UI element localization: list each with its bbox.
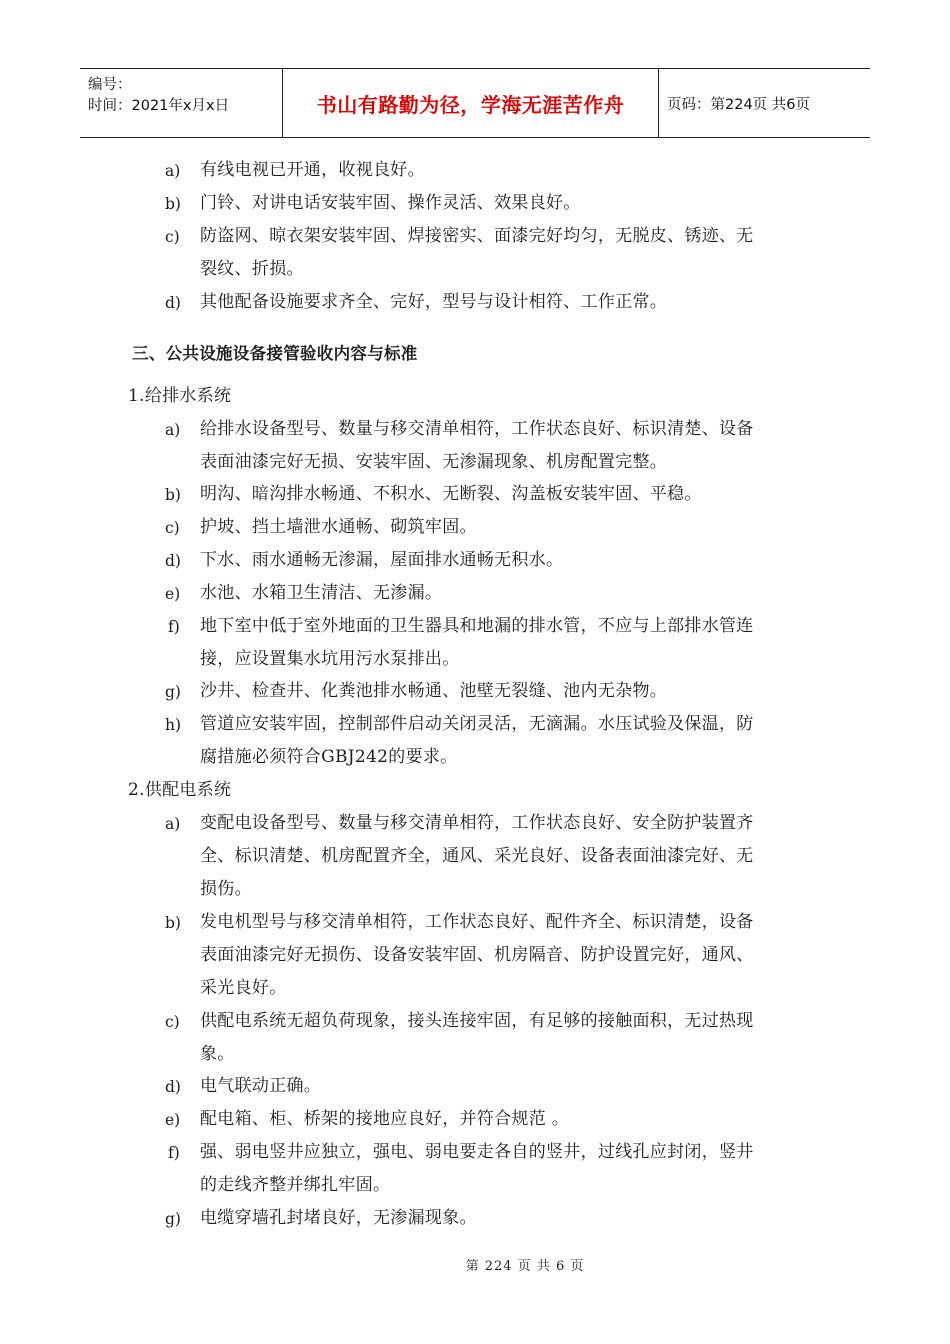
list-item-text: 损伤。 — [200, 879, 252, 899]
list-item-text: 防盗网、晾衣架安装牢固、焊接密实、面漆完好均匀，无脱皮、锈迹、无 — [200, 226, 754, 246]
list-marker: c) — [165, 519, 180, 537]
page-footer: 第 224 页 共 6 页 — [465, 1259, 585, 1274]
list-item-text: 电气联动正确。 — [200, 1076, 322, 1096]
list-marker: a) — [165, 162, 181, 180]
list-item-text: 的走线齐整并绑扎牢固。 — [200, 1175, 391, 1195]
list-marker: a) — [165, 815, 181, 833]
document-time-label: 时间：2021年x月x日 — [88, 98, 230, 114]
list-item-text: 其他配备设施要求齐全、完好，型号与设计相符、工作正常。 — [200, 292, 668, 312]
list-item-text: 象。 — [200, 1044, 235, 1064]
list-item-text: 地下室中低于室外地面的卫生器具和地漏的排水管，不应与上部排水管连 — [200, 616, 754, 636]
list-item-text: 配电箱、柜、桥架的接地应良好，并符合规范 。 — [200, 1109, 570, 1129]
list-marker: g) — [165, 683, 181, 701]
subsection-title: 1.给排水系统 — [128, 386, 232, 406]
header-motto: 书山有路勤为径，学海无涯苦作舟 — [316, 92, 625, 117]
list-marker: b) — [165, 914, 181, 932]
list-marker: c) — [165, 228, 180, 246]
header-page-cell — [659, 69, 870, 137]
subsection-title: 2.供配电系统 — [128, 780, 232, 800]
list-item-text: 采光良好。 — [200, 978, 287, 998]
list-item-text: 表面油漆完好无损伤、设备安装牢固、机房隔音、防护设置完好，通风、 — [200, 945, 754, 965]
list-marker: e) — [165, 585, 181, 603]
header-motto-cell — [283, 69, 659, 137]
list-item-text: 裂纹、折损。 — [200, 259, 304, 279]
list-marker: f) — [168, 618, 180, 636]
list-item-text: 表面油漆完好无损、安装牢固、无渗漏现象、机房配置完整。 — [200, 452, 668, 472]
list-marker: a) — [165, 421, 181, 439]
list-item-text: 门铃、对讲电话安装牢固、操作灵活、效果良好。 — [200, 193, 581, 213]
list-item-text: 水池、水箱卫生清洁、无渗漏。 — [200, 583, 443, 603]
list-item-text: 电缆穿墙孔封堵良好，无渗漏现象。 — [200, 1208, 477, 1228]
list-item-text: 有线电视已开通，收视良好。 — [200, 160, 425, 180]
section-heading: 三、公共设施设备接管验收内容与标准 — [132, 344, 418, 363]
list-item-text: 变配电设备型号、数量与移交清单相符，工作状态良好、安全防护装置齐 — [200, 813, 754, 833]
document-number-label: 编号： — [88, 77, 132, 93]
list-marker: h) — [165, 716, 182, 734]
list-item-text: 给排水设备型号、数量与移交清单相符，工作状态良好、标识清楚、设备 — [200, 419, 754, 439]
list-item-text: 下水、雨水通畅无渗漏，屋面排水通畅无积水。 — [200, 550, 564, 570]
list-item-text: 强、弱电竖井应独立，强电、弱电要走各自的竖井，过线孔应封闭，竖井 — [200, 1142, 754, 1162]
list-marker: g) — [165, 1210, 181, 1228]
list-item-text: 明沟、暗沟排水畅通、不积水、无断裂、沟盖板安装牢固、平稳。 — [200, 484, 702, 504]
list-item-text: 供配电系统无超负荷现象，接头连接牢固，有足够的接触面积，无过热现 — [200, 1011, 754, 1031]
list-marker: d) — [165, 552, 181, 570]
list-item-text: 护坡、挡土墙泄水通畅、砌筑牢固。 — [200, 517, 477, 537]
header-page-label: 页码：第224页 共6页 — [667, 96, 811, 113]
list-item-text: 发电机型号与移交清单相符，工作状态良好、配件齐全、标识清楚，设备 — [200, 912, 754, 932]
list-marker: b) — [165, 486, 181, 504]
list-item-text: 腐措施必须符合GBJ242的要求。 — [200, 747, 458, 767]
list-marker: e) — [165, 1111, 181, 1129]
list-marker: b) — [165, 195, 181, 213]
list-marker: f) — [168, 1144, 180, 1162]
list-item-text: 管道应安装牢固，控制部件启动关闭灵活，无滴漏。水压试验及保温，防 — [200, 714, 754, 734]
list-item-text: 全、标识清楚、机房配置齐全，通风、采光良好、设备表面油漆完好、无 — [200, 846, 754, 866]
list-marker: d) — [165, 294, 181, 312]
list-item-text: 沙井、检查井、化粪池排水畅通、池壁无裂缝、池内无杂物。 — [200, 681, 668, 701]
page-header — [80, 68, 870, 138]
list-marker: c) — [165, 1013, 180, 1031]
list-item-text: 接，应设置集水坑用污水泵排出。 — [200, 649, 460, 669]
header-meta-cell — [80, 69, 283, 137]
list-marker: d) — [165, 1078, 181, 1096]
